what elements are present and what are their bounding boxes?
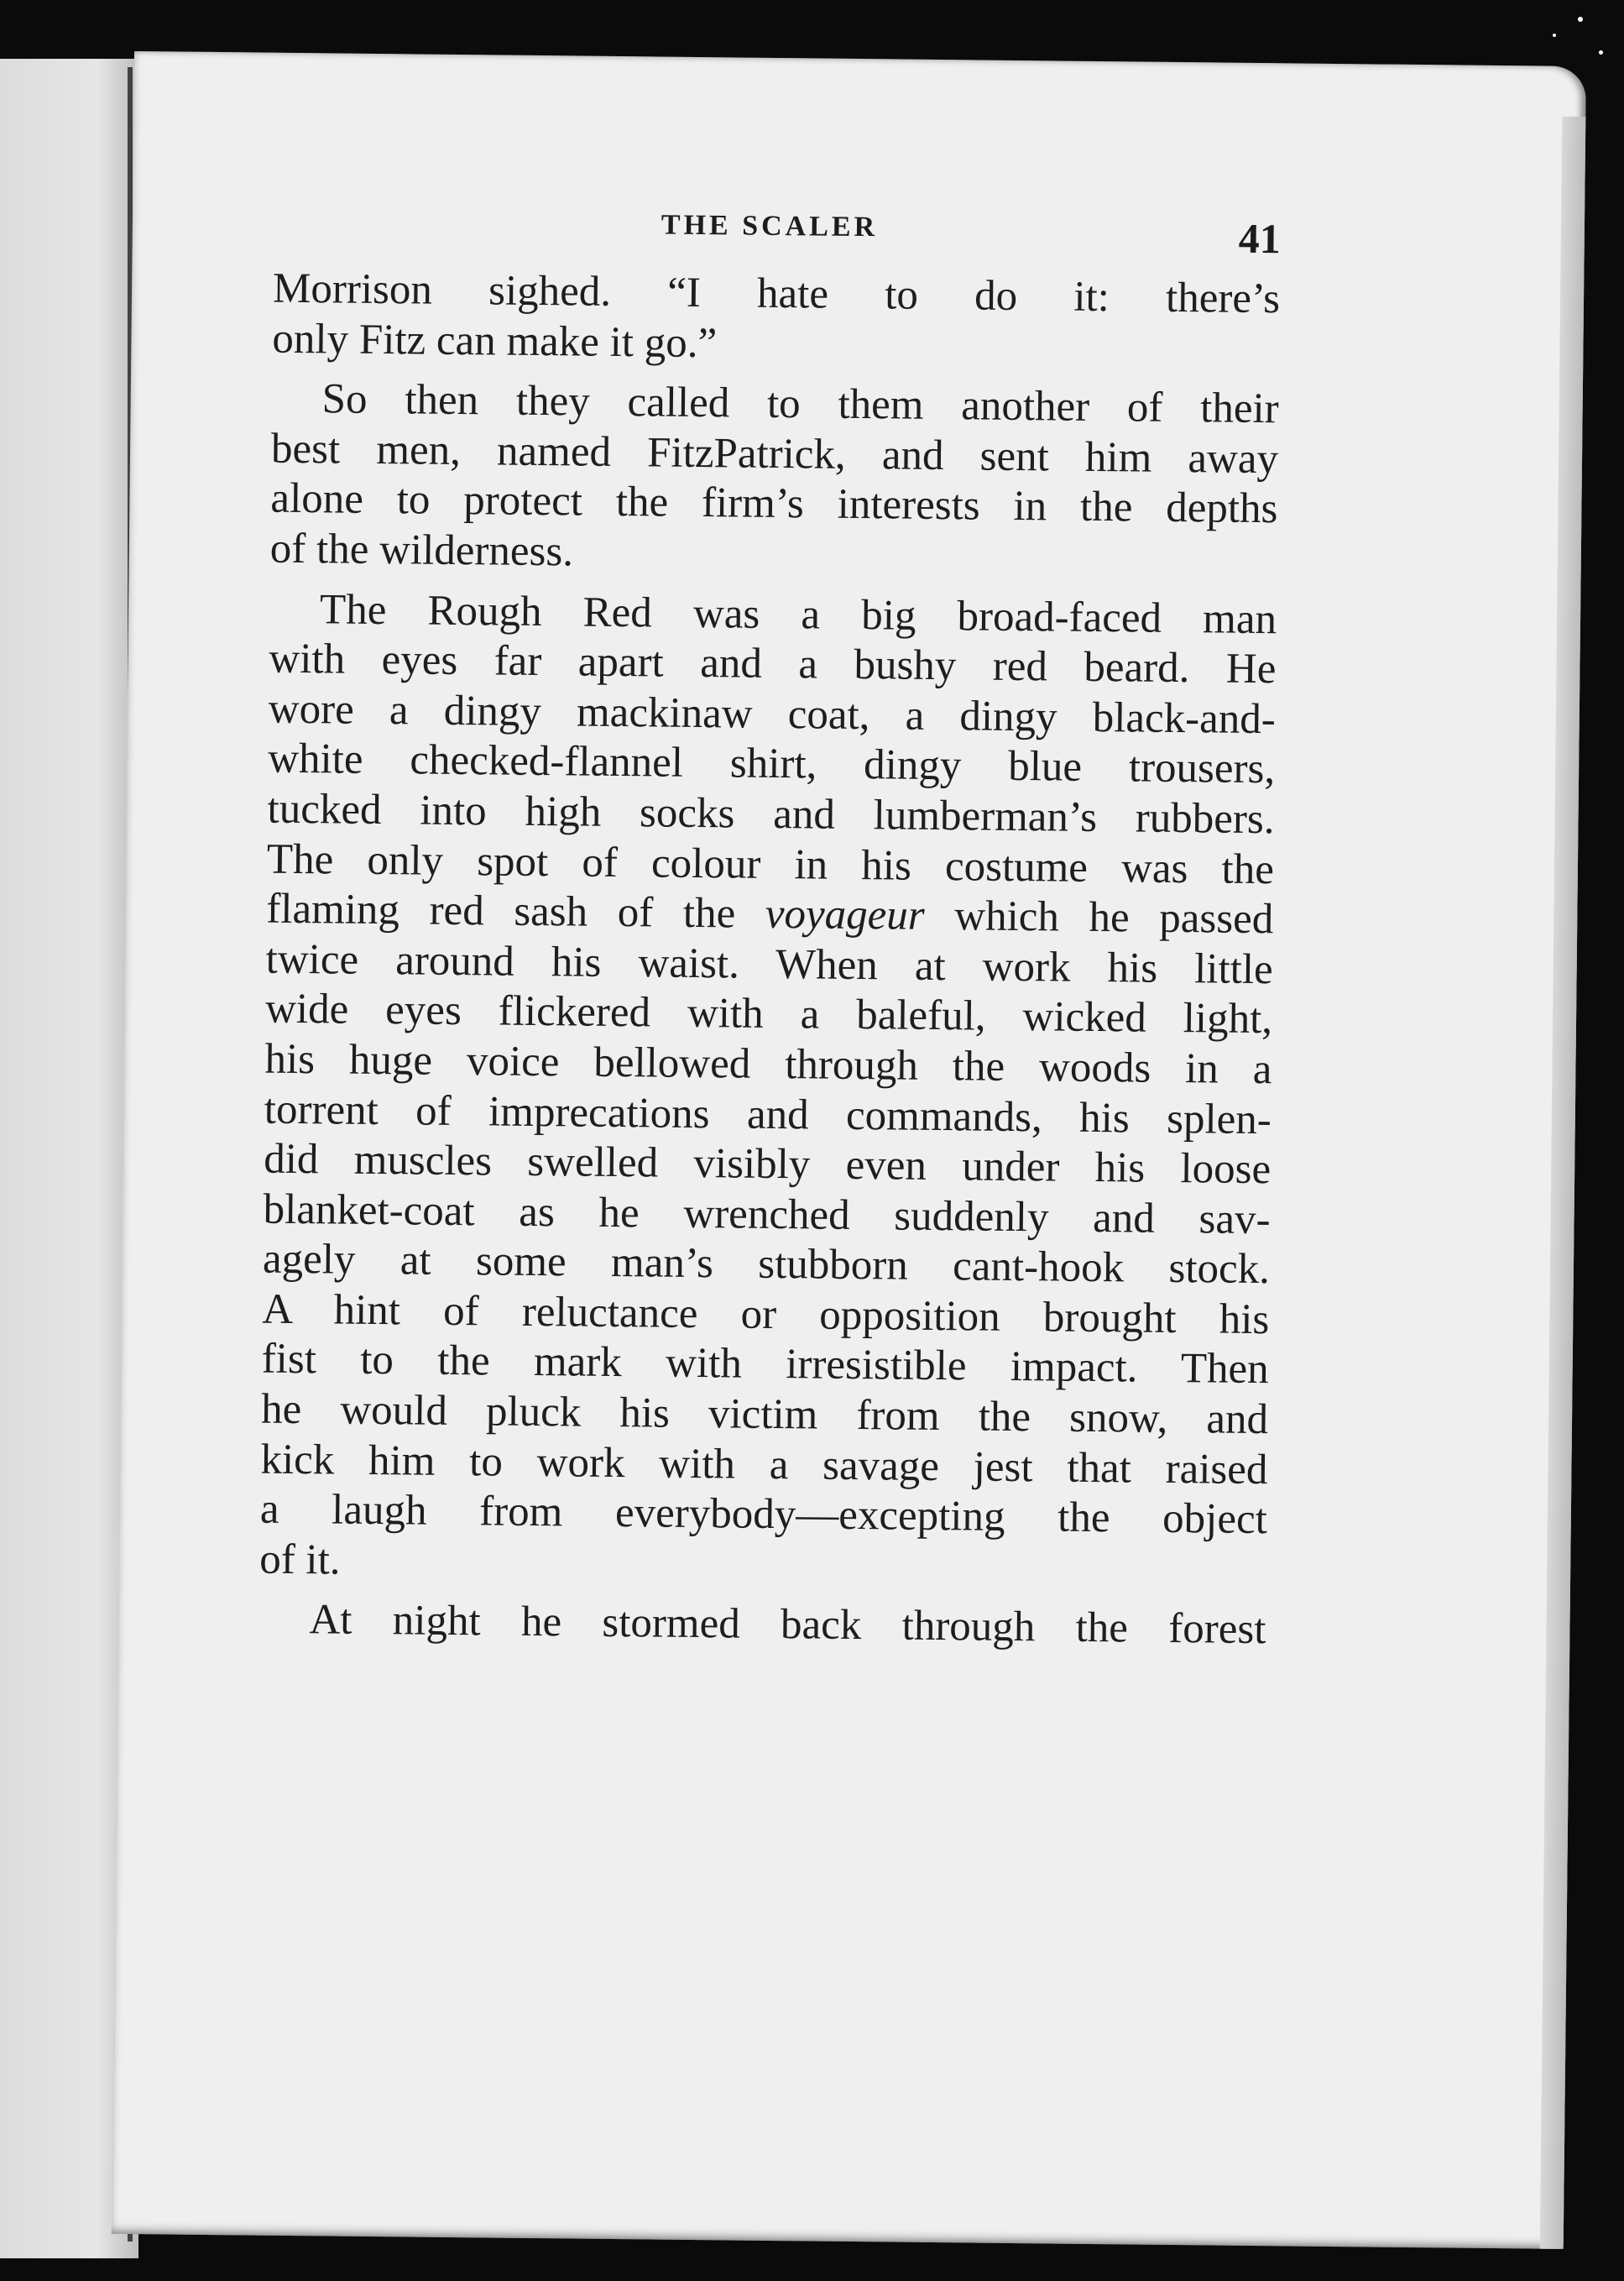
text-segment: flaming red sash of the (266, 885, 766, 938)
running-head (133, 204, 1585, 269)
text-line: only Fitz can make it go.” (272, 315, 718, 367)
book-page (112, 51, 1586, 2249)
text-line: his huge voice bellowed through the woods in a (264, 1035, 1272, 1094)
text-line: wore a dingy mackinaw coat, a dingy black-and- (268, 685, 1277, 743)
text-line: twice around his waist. When at work his little (265, 935, 1273, 993)
text-line: The Rough Red was a big broad-faced man (319, 585, 1277, 643)
text-line: alone to protect the firm’s interests in the depths (270, 475, 1278, 533)
text-line: torrent of imprecations and commands, his splen- (264, 1086, 1272, 1143)
text-line: agely at some man’s stubborn cant-hook stock. (262, 1235, 1271, 1294)
text-line: he would pluck his victim from the snow, and (260, 1385, 1269, 1444)
scan-speck (1578, 17, 1583, 22)
scan-speck (1553, 34, 1556, 37)
text-line: did muscles swelled visibly even under his loose (263, 1135, 1272, 1194)
text-line: At night he stormed back through the forest (309, 1596, 1266, 1654)
running-head-title: THE SCALER (661, 209, 879, 243)
text-line: a laugh from everybody—excepting the object (259, 1485, 1268, 1544)
page-edge-shadow (1540, 117, 1586, 2249)
scan-speck (1599, 50, 1603, 55)
text-line: tucked into high socks and lumberman’s rubbers. (267, 785, 1275, 844)
text-line: of it. (258, 1535, 341, 1584)
text-line: white checked-flannel shirt, dingy blue trousers, (267, 735, 1276, 793)
text-line: with eyes far apart and a bushy red beard. He (269, 635, 1277, 693)
text-line: A hint of reluctance or opposition brought his (262, 1285, 1270, 1344)
italic-word: voyageur (765, 890, 925, 939)
page-number: 41 (1238, 214, 1282, 263)
text-line: So then they called to them another of their (321, 375, 1279, 433)
text-line: The only spot of colour in his costume was the (266, 835, 1275, 893)
text-line: Morrison sighed. “I hate to do it: there’s (272, 264, 1281, 323)
text-line: fist to the mark with irresistible impact. Then (261, 1336, 1269, 1394)
text-line: of the wilderness. (269, 525, 574, 576)
text-line: wide eyes flickered with a baleful, wicked light, (264, 985, 1273, 1044)
text-line: blanket-coat as he wrenched suddenly and sav- (263, 1185, 1271, 1243)
text-line: best men, named FitzPatrick, and sent him away (270, 425, 1279, 484)
text-line: kick him to work with a savage jest that raised (260, 1436, 1268, 1494)
body-text (258, 264, 1280, 1656)
text-segment: which he passed (924, 892, 1274, 944)
